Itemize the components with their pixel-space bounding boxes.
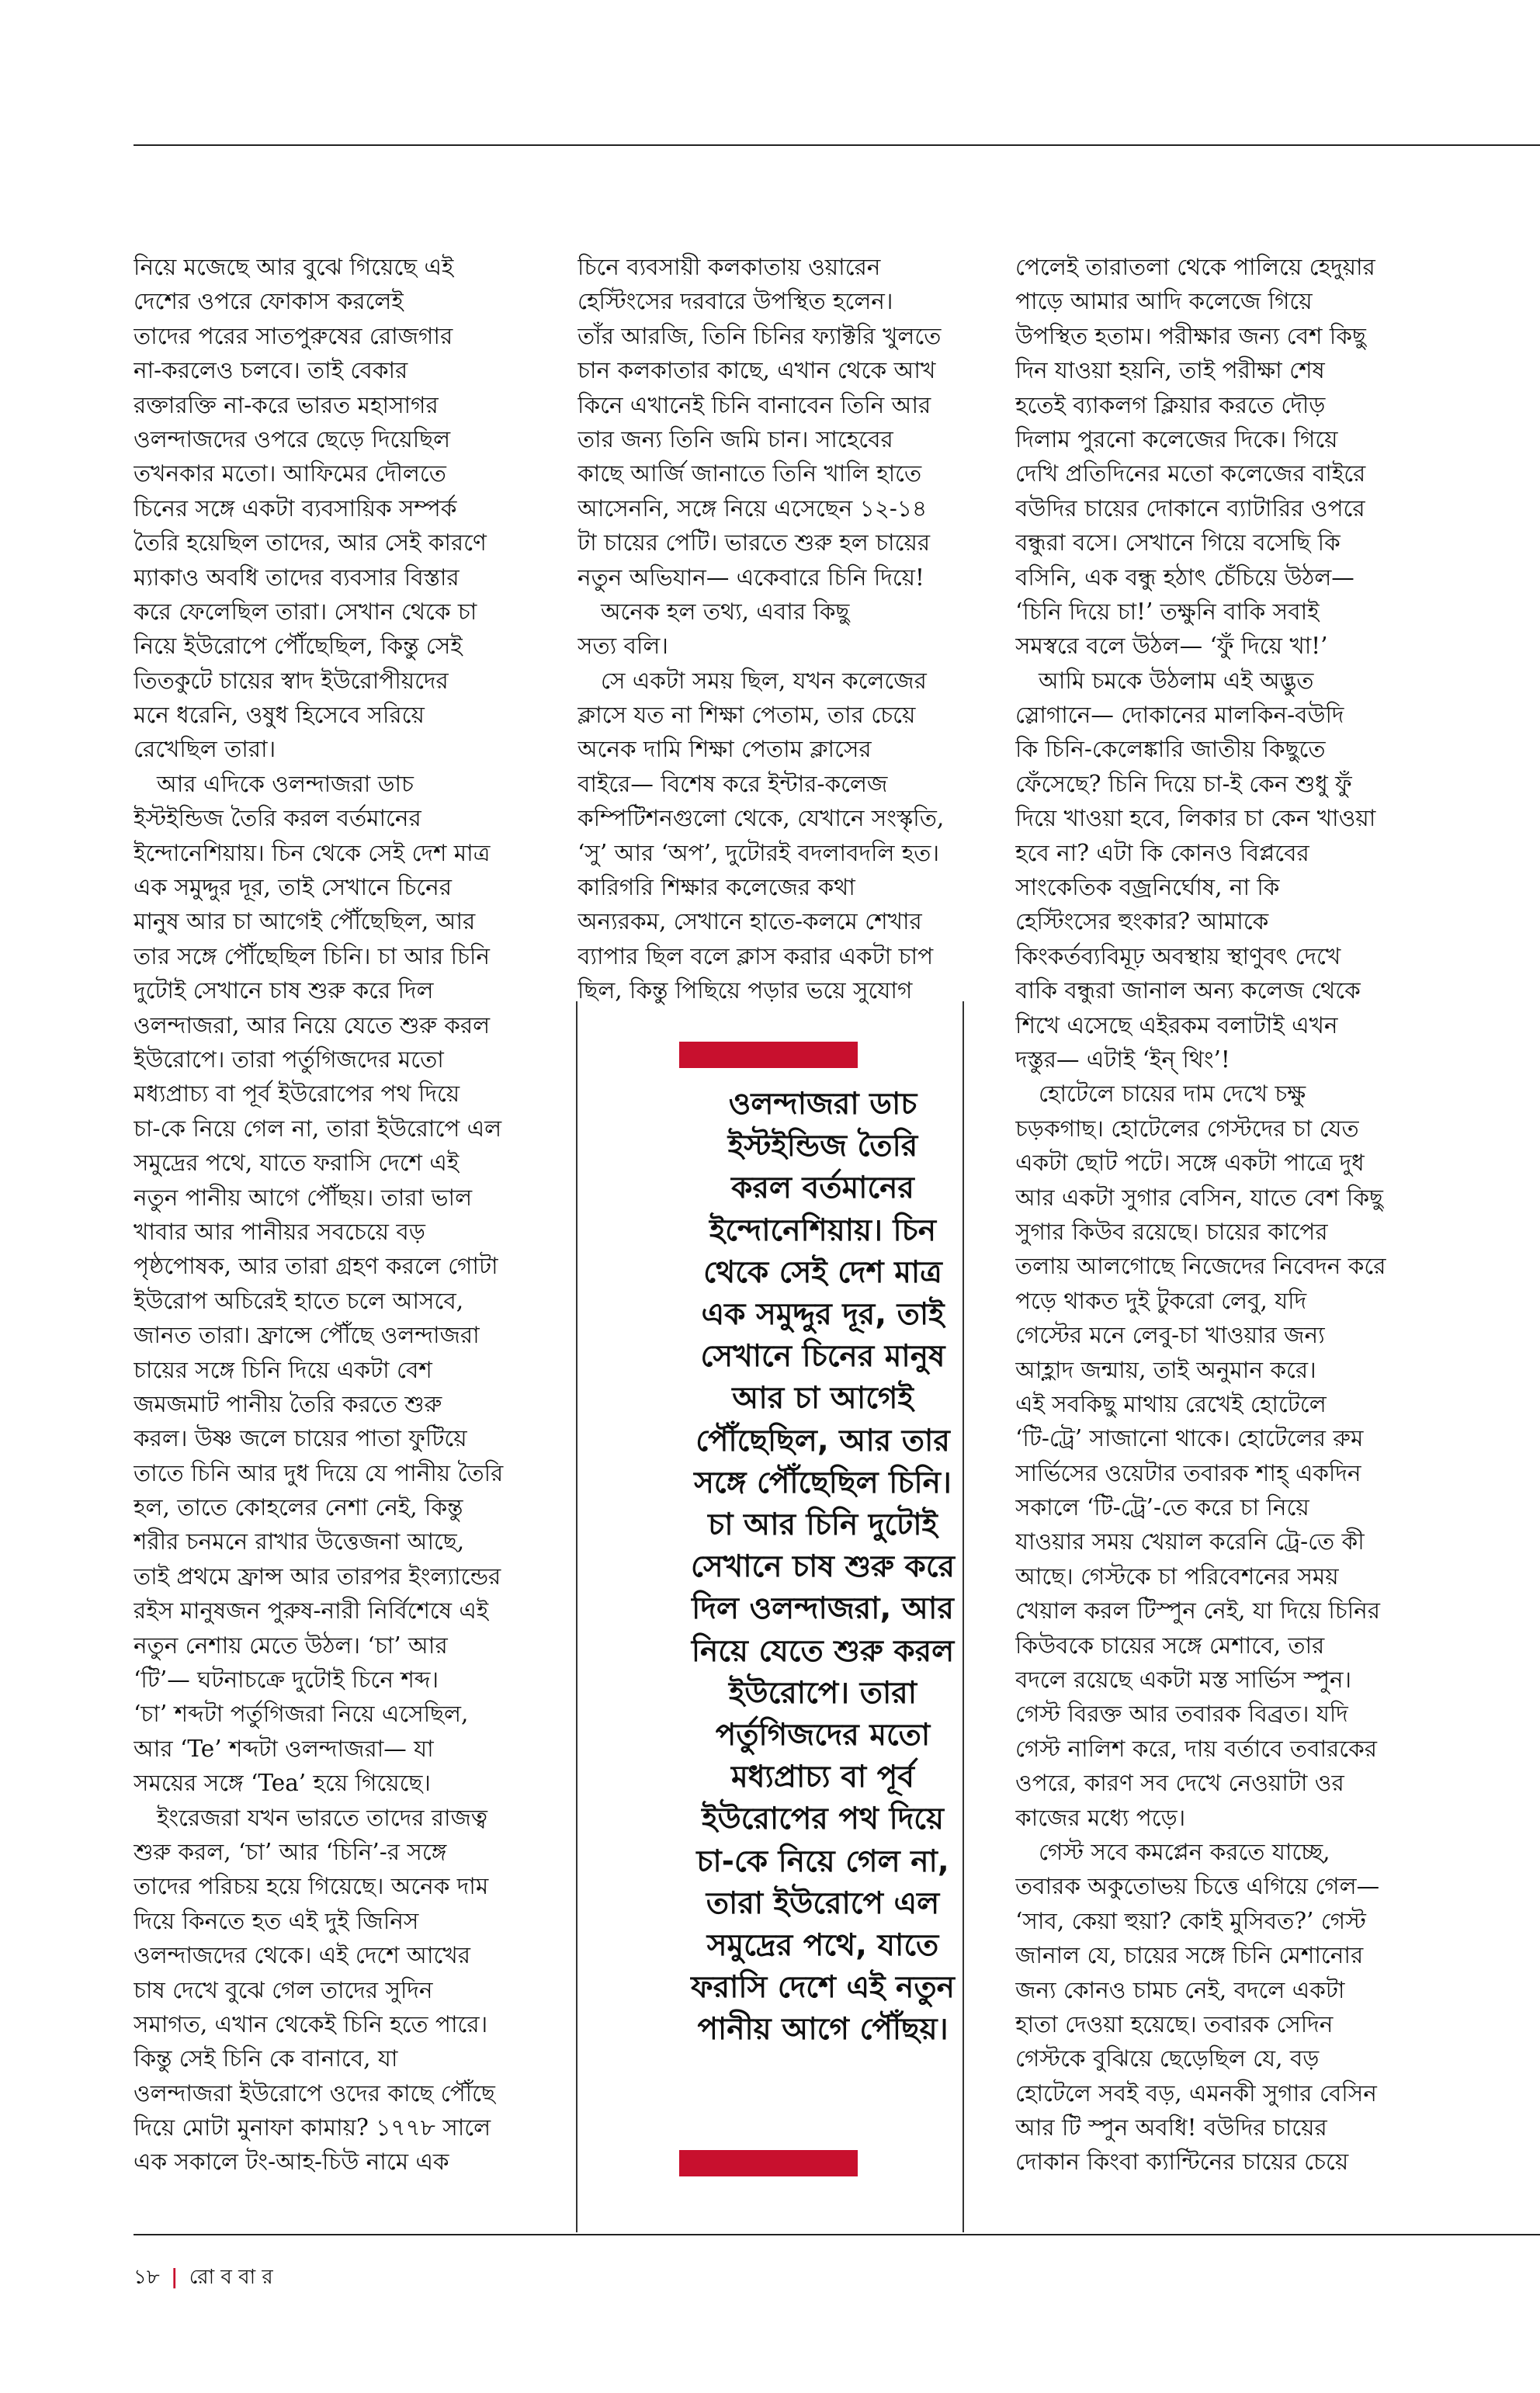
text-line: দিন যাওয়া হয়নি, তাই পরীক্ষা শেষ (1015, 357, 1325, 384)
text-line: দিয়ে কিনতে হত এই দুই জিনিস (134, 1907, 419, 1934)
text-line: মধ্যপ্রাচ্য বা পূর্ব ইউরোপের পথ দিয়ে (134, 1080, 460, 1108)
pullquote-line: ওলন্দাজরা ডাচ (728, 1087, 917, 1122)
column-divider-left (576, 1001, 578, 2232)
text-line: অনেক দামি শিক্ষা পেতাম ক্লাসের (578, 736, 872, 763)
pullquote-line: সেখানে চাষ শুরু করে (691, 1549, 955, 1585)
text-line: নিয়ে ইউরোপে পৌঁছেছিল, কিন্তু সেই (134, 633, 463, 660)
pullquote-line: চা আর চিনি দুটোই (708, 1507, 938, 1543)
text-line: দিলাম পুরনো কলেজের দিকে। গিয়ে (1015, 425, 1338, 453)
text-line: বাইরে— বিশেষ করে ইন্টার-কলেজ (578, 770, 888, 797)
text-line: সে একটা সময় ছিল, যখন কলেজের (601, 667, 927, 694)
top-rule (134, 144, 1540, 146)
text-line: তাই প্রথমে ফ্রান্স আর তারপর ইংল্যান্ডের (134, 1562, 501, 1590)
text-line: ‘চিনি দিয়ে চা!’ তক্ষুনি বাকি সবাই (1015, 598, 1320, 625)
text-line: সমস্বরে বলে উঠল— ‘ফুঁ দিয়ে খা!’ (1015, 633, 1328, 660)
pullquote-line: মধ্যপ্রাচ্য বা পূর্ব (731, 1760, 914, 1795)
text-line: সাংকেতিক বজ্রনির্ঘোষ, না কি (1015, 874, 1280, 901)
text-line: ইস্টইন্ডিজ তৈরি করল বর্তমানের (134, 805, 421, 832)
text-line: পৃষ্ঠপোষক, আর তারা গ্রহণ করলে গোটা (134, 1253, 498, 1280)
text-line: তৈরি হয়েছিল তাদের, আর সেই কারণে (134, 529, 487, 557)
text-line: গেস্টকে বুঝিয়ে ছেড়েছিল যে, বড় (1015, 2045, 1320, 2072)
pullquote-line: করল বর্তমানের (731, 1170, 914, 1206)
text-line: ইউরোপে। তারা পর্তুগিজদের মতো (134, 1046, 444, 1073)
text-line: খেয়াল করল টিস্পুন নেই, যা দিয়ে চিনির (1015, 1597, 1380, 1625)
text-line: চড়কগাছ। হোটেলের গেস্টদের চা যেত (1015, 1115, 1359, 1142)
text-line: গেস্ট বিরক্ত আর তবারক বিব্রত। যদি (1015, 1701, 1348, 1728)
text-line: করল। উষ্ণ জলে চায়ের পাতা ফুটিয়ে (134, 1425, 467, 1452)
text-line: চান কলকাতার কাছে, এখান থেকে আখ (578, 357, 936, 384)
text-line: ফেঁসেছে? চিনি দিয়ে চা-ই কেন শুধু ফুঁ (1015, 770, 1352, 797)
pullquote-line: ইন্দোনেশিয়ায়। চিন (709, 1212, 936, 1248)
text-line: নতুন নেশায় মেতে উঠল। ‘চা’ আর (134, 1632, 448, 1659)
text-line: দস্তুর— এটাই ‘ইন্ থিং’! (1015, 1046, 1230, 1073)
text-line: হতেই ব্যাকলগ ক্লিয়ার করতে দৌড় (1015, 391, 1326, 418)
text-line: ক্লাসে যত না শিক্ষা পেতাম, তার চেয়ে (578, 702, 916, 729)
pullquote-line: ইউরোপে। তারা (728, 1675, 917, 1711)
text-line: গেস্ট নালিশ করে, দায় বর্তাবে তবারকের (1015, 1735, 1377, 1762)
pullquote-red-bar-top (679, 1042, 858, 1068)
pullquote-line: ইস্টইন্ডিজ তৈরি (727, 1129, 918, 1164)
text-line: এক সমুদ্দুর দূর, তাই সেখানে চিনের (134, 874, 452, 901)
pullquote-line: এক সমুদ্দুর দূর, তাই (701, 1297, 945, 1333)
text-line: তখনকার মতো। আফিমের দৌলতে (134, 460, 446, 487)
text-line: ‘চা’ শব্দটা পর্তুগিজরা নিয়ে এসেছিল, (134, 1701, 469, 1728)
text-line: শরীর চনমনে রাখার উত্তেজনা আছে, (134, 1528, 465, 1555)
pullquote-line: দিল ওলন্দাজরা, আর (692, 1591, 954, 1627)
text-line: পাড়ে আমার আদি কলেজে গিয়ে (1015, 288, 1313, 315)
text-line: কারিগরি শিক্ষার কলেজের কথা (578, 874, 855, 901)
text-line: তাদের পরিচয় হয়ে গিয়েছে। অনেক দাম (134, 1873, 489, 1900)
text-line: কিনে এখানেই চিনি বানাবেন তিনি আর (578, 391, 931, 418)
text-line: সমাগত, এখান থেকেই চিনি হতে পারে। (134, 2010, 488, 2038)
text-line: রেখেছিল তারা। (134, 736, 276, 763)
text-line: শুরু করল, ‘চা’ আর ‘চিনি’-র সঙ্গে (134, 1838, 447, 1865)
text-line: কি চিনি-কেলেঙ্কারি জাতীয় কিছুতে (1015, 736, 1326, 763)
text-line: স্লোগানে— দোকানের মালকিন-বউদি (1015, 702, 1344, 729)
text-line: তার সঙ্গে পৌঁছেছিল চিনি। চা আর চিনি (134, 942, 491, 969)
text-line: তাঁর আরজি, তিনি চিনির ফ্যাক্টরি খুলতে (578, 322, 942, 349)
text-line: সুগার কিউব রয়েছে। চায়ের কাপের (1015, 1218, 1328, 1245)
text-line: নতুন অভিযান— একেবারে চিনি দিয়ে! (578, 564, 924, 591)
column-3 (1015, 250, 1427, 2180)
text-line: একটা ছোট পটে। সঙ্গে একটা পাত্রে দুধ (1015, 1150, 1365, 1177)
pullquote-line: তারা ইউরোপে এল (706, 1885, 940, 1921)
text-line: কাছে আর্জি জানাতে তিনি খালি হাতে (578, 460, 922, 487)
text-line: আর এদিকে ওলন্দাজরা ডাচ (157, 770, 414, 797)
text-line: পড়ে থাকত দুই টুকরো লেবু, যদি (1015, 1287, 1307, 1314)
text-line: কাজের মধ্যে পড়ে। (1015, 1804, 1186, 1831)
text-line: কিংকর্তব্যবিমূঢ় অবস্থায় স্থাণুবৎ দেখে (1015, 942, 1341, 969)
text-line: নিয়ে মজেছে আর বুঝে গিয়েছে এই (134, 254, 454, 280)
text-line: আর ‘Te’ শব্দটা ওলন্দাজরা— যা (134, 1735, 434, 1762)
pullquote-line: ইউরোপের পথ দিয়ে (702, 1802, 944, 1837)
text-line: খাবার আর পানীয়র সবচেয়ে বড় (134, 1218, 425, 1245)
text-line: কিন্তু সেই চিনি কে বানাবে, যা (134, 2045, 398, 2072)
pullquote-line: ফরাসি দেশে এই নতুন (691, 1970, 955, 2006)
bottom-rule (134, 2234, 1540, 2235)
text-line: বাকি বন্ধুরা জানাল অন্য কলেজ থেকে (1015, 977, 1361, 1004)
pullquote-line: চা-কে নিয়ে গেল না, (696, 1843, 949, 1879)
text-line: তাদের পরের সাতপুরুষের রোজগার (134, 322, 453, 349)
text-line: ওলন্দাজদের থেকে। এই দেশে আখের (134, 1942, 470, 1969)
page-number: ১৮ (134, 2266, 160, 2289)
text-line: তবারক অকুতোভয় চিত্তে এগিয়ে গেল— (1015, 1873, 1380, 1900)
text-line: রইস মানুষজন পুরুষ-নারী নির্বিশেষে এই (134, 1597, 489, 1625)
pullquote-line: নিয়ে যেতে শুরু করল (691, 1633, 955, 1669)
text-line: ‘সাব, কেয়া হুয়া? কোই মুসিবত?’ গেস্ট (1015, 1907, 1366, 1934)
text-line: দেখি প্রতিদিনের মতো কলেজের বাইরে (1015, 460, 1366, 487)
text-line: হল, তাতে কোহলের নেশা নেই, কিন্তু (134, 1494, 463, 1521)
text-line: ‘টি’— ঘটনাচক্রে দুটোই চিনে শব্দ। (134, 1666, 439, 1694)
text-line: ব্যাপার ছিল বলে ক্লাস করার একটা চাপ (578, 942, 934, 969)
text-line: মানুষ আর চা আগেই পৌঁছেছিল, আর (134, 908, 476, 935)
text-line: শিখে এসেছে এইরকম বলাটাই এখন (1015, 1011, 1338, 1039)
text-line: রক্তারক্তি না-করে ভারত মহাসাগর (134, 391, 439, 418)
text-line: ওলন্দাজদের ওপরে ছেড়ে দিয়েছিল (134, 425, 451, 453)
text-line: কম্পিটিশনগুলো থেকে, যেখানে সংস্কৃতি, (578, 805, 945, 832)
pullquote (636, 1084, 1009, 2051)
text-line: সময়ের সঙ্গে ‘Tea’ হয়ে গিয়েছে। (134, 1770, 431, 1797)
text-line: তাতে চিনি আর দুধ দিয়ে যে পানীয় তৈরি (134, 1459, 504, 1486)
text-line: পেলেই তারাতলা থেকে পালিয়ে হেদুয়ার (1015, 254, 1375, 280)
text-line: গেস্ট সবে কমপ্লেন করতে যাচ্ছে, (1039, 1838, 1330, 1865)
text-line: ইংরেজরা যখন ভারতে তাদের রাজত্ব (157, 1804, 487, 1831)
text-line: দেশের ওপরে ফোকাস করলেই (134, 288, 404, 315)
text-line: জানাল যে, চায়ের সঙ্গে চিনি মেশানোর (1015, 1942, 1364, 1969)
text-line: কিউবকে চায়ের সঙ্গে মেশাবে, তার (1015, 1632, 1325, 1659)
text-line: নতুন পানীয় আগে পৌঁছয়। তারা ভাল (134, 1184, 473, 1211)
text-line: ‘টি-ট্রে’ সাজানো থাকে। হোটেলের রুম (1015, 1425, 1364, 1452)
text-line: আহ্লাদ জন্মায়, তাই অনুমান করে। (1015, 1356, 1316, 1383)
text-line: জন্য কোনও চামচ নেই, বদলে একটা (1015, 1976, 1345, 2003)
text-line: ওলন্দাজরা, আর নিয়ে যেতে শুরু করল (134, 1011, 491, 1039)
text-line: সকালে ‘টি-ট্রে’-তে করে চা নিয়ে (1015, 1494, 1309, 1521)
text-line: তলায় আলগোছে নিজেদের নিবেদন করে (1015, 1253, 1386, 1280)
pullquote-red-bar-bottom (679, 2150, 858, 2176)
text-line: জানত তারা। ফ্রান্সে পৌঁছে ওলন্দাজরা (134, 1322, 480, 1349)
text-line: দিয়ে মোটা মুনাফা কামায়? ১৭৭৮ সালে (134, 2114, 491, 2142)
text-line: আর টি স্পুন অবধি! বউদির চায়ের (1015, 2114, 1327, 2142)
text-line: ছিল, কিন্তু পিছিয়ে পড়ার ভয়ে সুযোগ (578, 977, 913, 1004)
text-line: দোকান কিংবা ক্যান্টিনের চায়ের চেয়ে (1015, 2148, 1349, 2176)
text-line: চাষ দেখে বুঝে গেল তাদের সুদিন (134, 1976, 433, 2003)
text-line: বন্ধুরা বসে। সেখানে গিয়ে বসেছি কি (1015, 529, 1341, 557)
text-line: হবে না? এটা কি কোনও বিপ্লবের (1015, 839, 1309, 866)
column-1 (134, 250, 537, 2180)
text-line: ওলন্দাজরা ইউরোপে ওদের কাছে পৌঁছে (134, 2079, 495, 2107)
text-line: বসিনি, এক বন্ধু হঠাৎ চেঁচিয়ে উঠল— (1015, 564, 1354, 591)
folio-separator: | (171, 2266, 179, 2289)
magazine-name: রো ব বা র (189, 2266, 273, 2289)
text-line: ম্যাকাও অবধি তাদের ব্যবসার বিস্তার (134, 564, 460, 591)
text-line: আমি চমকে উঠলাম এই অদ্ভুত (1039, 667, 1314, 694)
pullquote-line: পর্তুগিজদের মতো (715, 1718, 931, 1753)
text-line: দুটোই সেখানে চাষ শুরু করে দিল (134, 977, 434, 1004)
text-line: হাতা দেওয়া হয়েছে। তবারক সেদিন (1015, 2010, 1334, 2038)
text-line: বউদির চায়ের দোকানে ব্যাটারির ওপরে (1015, 494, 1365, 522)
text-line: এই সবকিছু মাথায় রেখেই হোটেলে (1015, 1390, 1327, 1417)
text-line: তিতকুটে চায়ের স্বাদ ইউরোপীয়দের (134, 667, 449, 694)
text-line: সার্ভিসের ওয়েটার তবারক শাহ্ একদিন (1015, 1459, 1361, 1486)
text-line: উপস্থিত হতাম। পরীক্ষার জন্য বেশ কিছু (1015, 322, 1366, 349)
pullquote-line: সঙ্গে পৌঁছেছিল চিনি। (694, 1465, 952, 1500)
text-line: অন্যরকম, সেখানে হাতে-কলমে শেখার (578, 908, 922, 935)
text-line: জমজমাট পানীয় তৈরি করতে শুরু (134, 1390, 442, 1417)
text-line: চায়ের সঙ্গে চিনি দিয়ে একটা বেশ (134, 1356, 432, 1383)
text-line: সত্য বলি। (578, 633, 668, 660)
text-line: আছে। গেস্টকে চা পরিবেশনের সময় (1015, 1562, 1339, 1590)
text-line: বদলে রয়েছে একটা মস্ত সার্ভিস স্পুন। (1015, 1666, 1352, 1694)
text-line: দিয়ে খাওয়া হবে, লিকার চা কেন খাওয়া (1015, 805, 1376, 832)
text-line: হেস্টিংসের দরবারে উপস্থিত হলেন। (578, 288, 893, 315)
pullquote-line: পৌঁছেছিল, আর তার (695, 1423, 950, 1458)
text-line: হেস্টিংসের হুংকার? আমাকে (1015, 908, 1269, 935)
text-line: অনেক হল তথ্য, এবার কিছু (601, 598, 850, 625)
text-line: ওপরে, কারণ সব দেখে নেওয়াটা ওর (1015, 1770, 1344, 1797)
pullquote-line: থেকে সেই দেশ মাত্র (703, 1254, 942, 1290)
page-folio (134, 2261, 273, 2295)
pullquote-line: সেখানে চিনের মানুষ (700, 1339, 945, 1375)
text-line: তার জন্য তিনি জমি চান। সাহেবের (578, 425, 893, 453)
text-line: গেস্টের মনে লেবু-চা খাওয়ার জন্য (1015, 1322, 1325, 1349)
text-line: আসেননি, সঙ্গে নিয়ে এসেছেন ১২-১৪ (578, 494, 928, 522)
text-line: চিনের সঙ্গে একটা ব্যবসায়িক সম্পর্ক (134, 494, 457, 522)
text-line: ‘সু’ আর ‘অপ’, দুটোরই বদলাবদলি হত। (578, 839, 939, 866)
text-line: ইউরোপ অচিরেই হাতে চলে আসবে, (134, 1287, 464, 1314)
text-line: যাওয়ার সময় খেয়াল করেনি ট্রে-তে কী (1015, 1528, 1365, 1555)
text-line: এক সকালে টং-আহ-চিউ নামে এক (134, 2148, 449, 2176)
column-2 (578, 250, 977, 1008)
pullquote-line: পানীয় আগে পৌঁছয়। (697, 2012, 949, 2048)
text-line: চিনে ব্যবসায়ী কলকাতায় ওয়ারেন (578, 254, 881, 280)
text-line: সমুদ্রের পথে, যাতে ফরাসি দেশে এই (134, 1150, 460, 1177)
text-line: টা চায়ের পেটি। ভারতে শুরু হল চায়ের (578, 529, 931, 557)
text-line: মনে ধরেনি, ওষুধ হিসেবে সরিয়ে (134, 702, 425, 729)
text-line: হোটেলে চায়ের দাম দেখে চক্ষু (1039, 1080, 1306, 1108)
text-line: ইন্দোনেশিয়ায়। চিন থেকে সেই দেশ মাত্র (134, 839, 491, 866)
pullquote-line: আর চা আগেই (732, 1381, 914, 1417)
text-line: না-করলেও চলবে। তাই বেকার (134, 357, 408, 384)
text-line: করে ফেলেছিল তারা। সেখান থেকে চা (134, 598, 477, 625)
pullquote-line: সমুদ্রের পথে, যাতে (706, 1928, 939, 1964)
text-line: হোটেলে সবই বড়, এমনকী সুগার বেসিন (1015, 2079, 1377, 2107)
text-line: আর একটা সুগার বেসিন, যাতে বেশ কিছু (1015, 1184, 1383, 1211)
text-line: চা-কে নিয়ে গেল না, তারা ইউরোপে এল (134, 1115, 502, 1142)
